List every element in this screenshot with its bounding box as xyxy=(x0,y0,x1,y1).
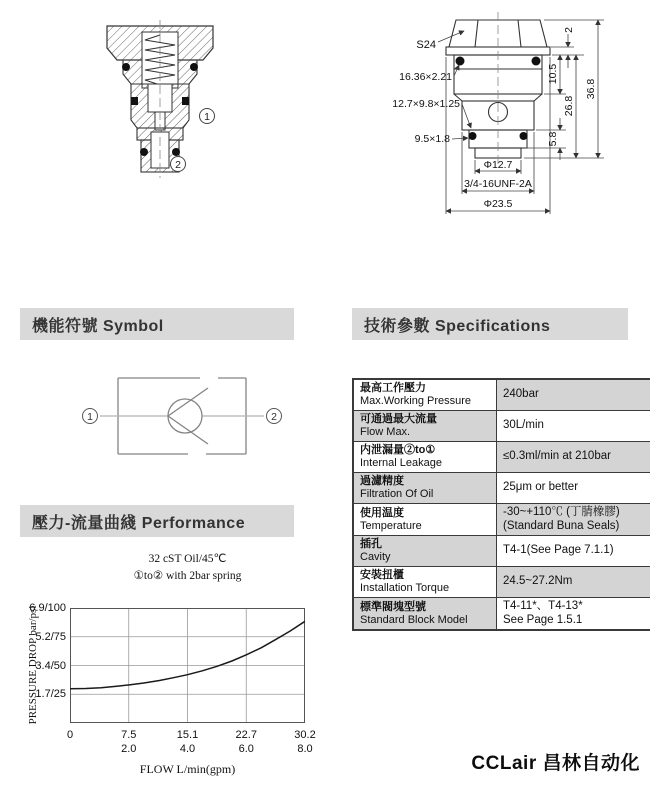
x-tick-lmin: 7.5 xyxy=(121,729,137,741)
table-row xyxy=(353,598,650,631)
y-tick-label: 6.9/100 xyxy=(29,602,66,614)
symbol-port-2 xyxy=(267,409,282,424)
x-tick-lmin: 15.1 xyxy=(176,729,199,741)
y-tick-label: 1.7/25 xyxy=(35,688,66,701)
performance-section-header xyxy=(20,505,294,537)
lower-seal-dot-right xyxy=(520,132,528,140)
oring-left xyxy=(122,63,130,71)
spec-value: 24.5~27.2Nm xyxy=(503,575,573,588)
spec-label-en: Temperature xyxy=(360,519,422,532)
table-row xyxy=(353,473,650,504)
spec-value-line2: (Standard Buna Seals) xyxy=(503,519,620,532)
symbol-section-header xyxy=(20,308,294,340)
chart-title-line2: ①to② with 2bar spring xyxy=(133,570,242,582)
specs-section-title: 技術參數 Specifications xyxy=(364,317,551,335)
table-row xyxy=(353,504,650,536)
dim-washer-label: 2 xyxy=(563,27,575,33)
spec-label-zh: 插孔 xyxy=(360,538,382,551)
symbol-port-1 xyxy=(83,409,98,424)
spec-label-en: Internal Leakage xyxy=(360,457,442,469)
spec-label-zh: 内泄漏量②to① xyxy=(360,444,436,457)
seal-bottom-label: 9.5×1.8 xyxy=(414,133,450,145)
table-row xyxy=(353,567,650,598)
x-tick-gpm: 2.0 xyxy=(121,743,137,755)
brand-logo: CCLair 昌林自动化 xyxy=(471,753,640,774)
spec-label-zh: 最高工作壓力 xyxy=(360,382,426,395)
port-1-label: 1 xyxy=(204,110,210,123)
valve-cross-section-drawing xyxy=(85,12,245,182)
seal-backup-label: 12.7×9.8×1.25 xyxy=(392,98,460,110)
spec-label-en: Flow Max. xyxy=(360,426,411,438)
oring-right xyxy=(190,63,198,71)
oring-dot-left xyxy=(456,57,465,66)
spec-label-en: Standard Block Model xyxy=(360,613,468,626)
table-row xyxy=(353,442,650,473)
seal-right xyxy=(182,97,189,105)
lower-seal-dot-left xyxy=(469,132,477,140)
x-tick-lmin: 22.7 xyxy=(235,729,257,741)
spec-label-zh: 安裝扭櫃 xyxy=(360,569,404,582)
chart-x-axis-label: FLOW L/min(gpm) xyxy=(139,762,236,776)
spec-value-line2: See Page 1.5.1 xyxy=(503,613,583,626)
thread-label: 3/4-16UNF-2A xyxy=(464,178,532,190)
spec-label-zh: 可通過最大流量 xyxy=(360,413,437,426)
nose-seal-left xyxy=(140,148,148,156)
port-2-balloon xyxy=(171,157,186,172)
performance-section-title: 壓力-流量曲綫 Performance xyxy=(32,514,246,532)
spec-label-zh: 使用温度 xyxy=(360,506,404,519)
spec-label-en: Max.Working Pressure xyxy=(360,395,472,407)
port-2-label: 2 xyxy=(175,158,181,171)
table-row xyxy=(353,379,650,411)
seal-left xyxy=(131,97,138,105)
oring-dot-right xyxy=(532,57,541,66)
chart-title-line1: 32 cST Oil/45℃ xyxy=(148,553,227,565)
symbol-section-title: 機能符號 Symbol xyxy=(32,317,164,335)
x-tick-gpm: 4.0 xyxy=(179,743,196,755)
spec-label-en: Filtration Of Oil xyxy=(360,488,434,500)
dim-seal-section-label: 5.8 xyxy=(547,131,559,147)
x-tick-lmin: 30.2 xyxy=(294,729,316,741)
dim-body-label: 26.8 xyxy=(563,95,575,117)
spec-value: 30L/min xyxy=(503,419,544,432)
spec-value: T4-11*、T4-13* xyxy=(503,600,583,613)
symbol-port-2-label: 2 xyxy=(271,410,277,423)
plot-area xyxy=(70,608,305,723)
y-tick-label: 3.4/50 xyxy=(35,659,66,672)
x-tick-gpm: 6.0 xyxy=(238,743,254,755)
y-tick-label: 5.2/75 xyxy=(35,630,66,643)
check-valve-symbol xyxy=(78,366,293,471)
dia-nose-label: Φ12.7 xyxy=(483,159,513,171)
specifications-table xyxy=(352,378,650,631)
chart-y-axis-label: PRESSURE DROP bar/psi xyxy=(27,605,39,725)
spec-label-zh: 標準閥塊型號 xyxy=(360,600,426,613)
seal-top-label: 16.36×2.21 xyxy=(399,71,452,83)
dim-top-section-label: 10.5 xyxy=(547,63,559,85)
x-tick-gpm: 8.0 xyxy=(297,743,313,755)
spec-label-en: Cavity xyxy=(360,551,391,564)
dia-head-label: Φ23.5 xyxy=(483,198,513,210)
spec-label-en: Installation Torque xyxy=(360,582,450,595)
valve-dimension-drawing xyxy=(368,8,650,223)
performance-chart xyxy=(20,548,330,793)
spec-label-zh: 過濾精度 xyxy=(360,475,404,488)
table-row xyxy=(353,411,650,442)
spec-value: 240bar xyxy=(503,388,539,401)
spec-value: 25μm or better xyxy=(503,481,579,494)
dim-total-label: 36.8 xyxy=(585,78,597,100)
spec-value: ≤0.3ml/min at 210bar xyxy=(503,450,611,463)
spec-value: -30~+110℃ (丁腈橡膠) xyxy=(503,506,620,518)
symbol-port-1-label: 1 xyxy=(87,410,93,423)
spec-value: T4-1(See Page 7.1.1) xyxy=(503,544,614,557)
x-tick-lmin: 0 xyxy=(66,729,74,741)
gridlines xyxy=(70,608,305,723)
table-row xyxy=(353,536,650,567)
wrench-size-label: S24 xyxy=(416,39,436,51)
specs-section-header xyxy=(352,308,628,340)
port-1-balloon xyxy=(200,109,215,124)
nose-seal-right xyxy=(172,148,180,156)
